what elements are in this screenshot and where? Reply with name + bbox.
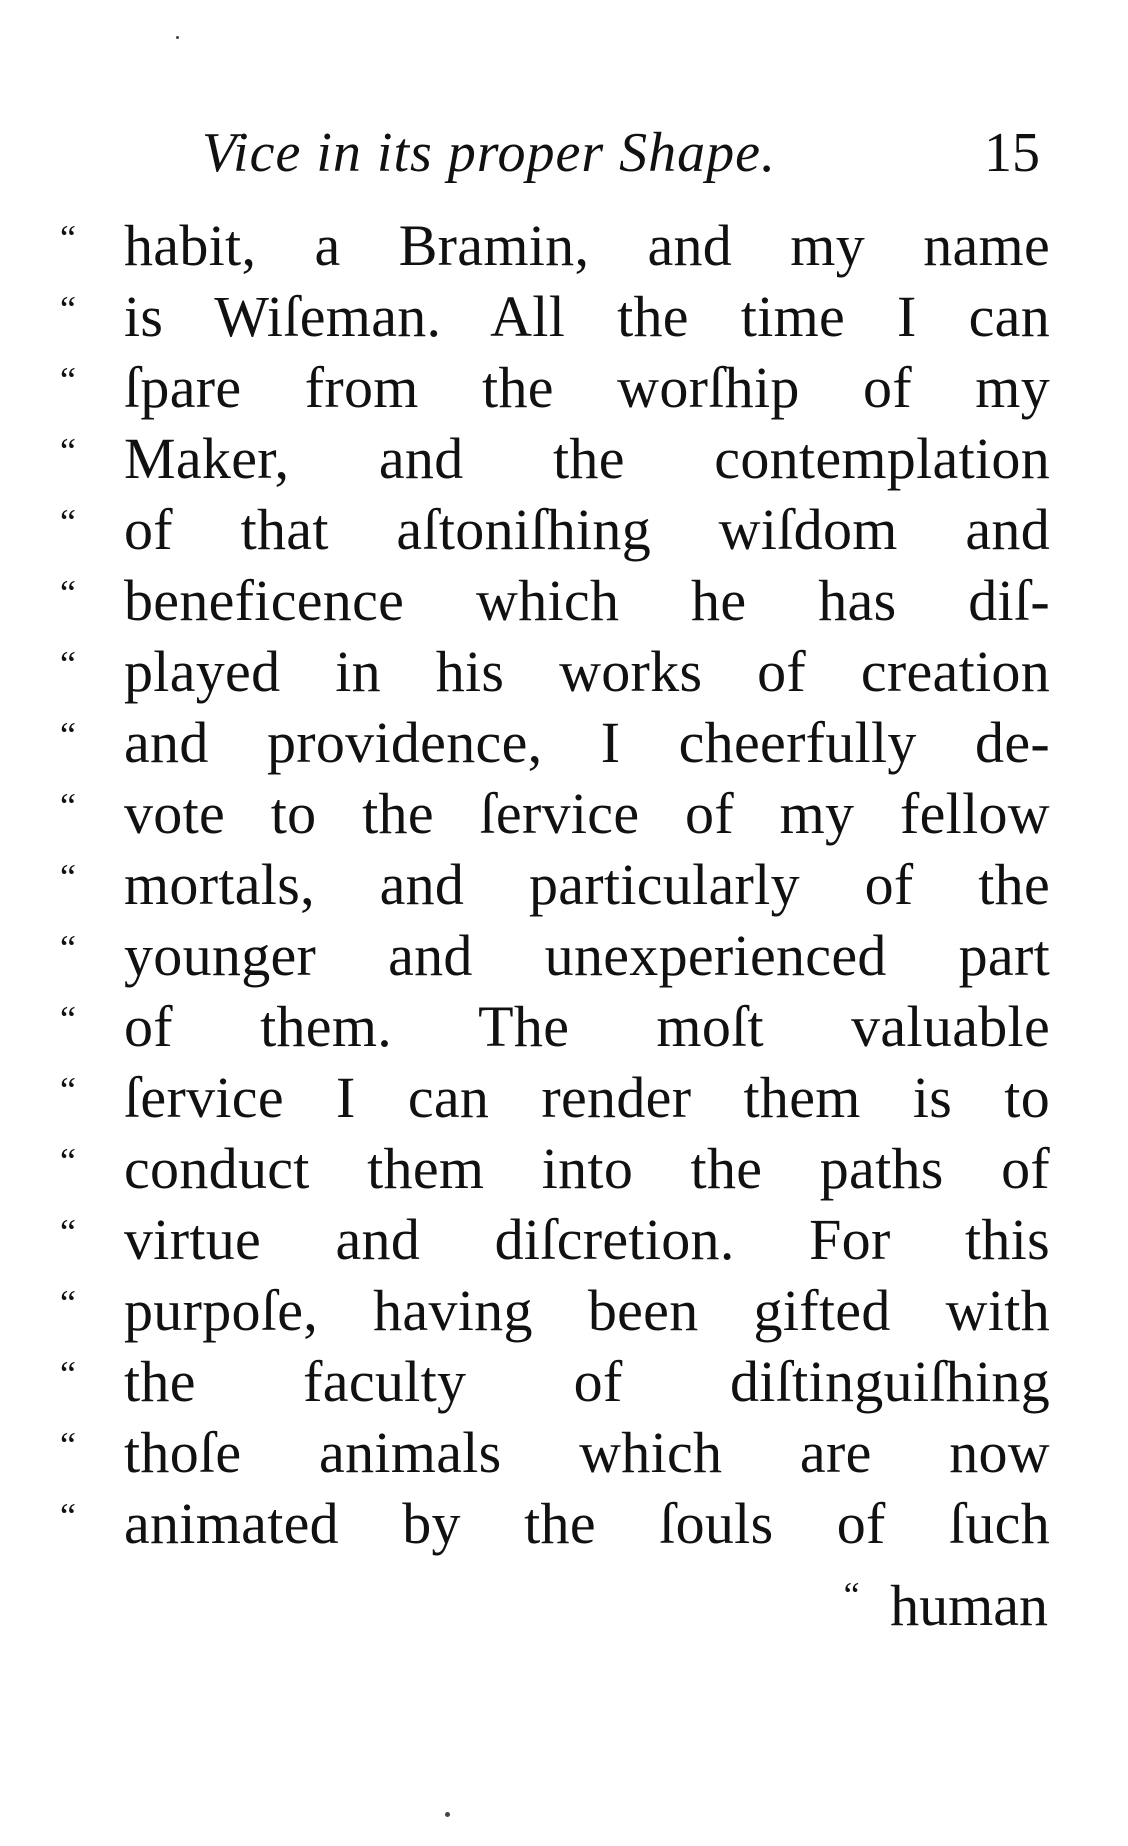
catchword [844,1560,1048,1641]
quotation-mark: “ [60,1354,76,1394]
text-line [60,1062,1050,1133]
catchword-text: human [890,1573,1048,1638]
page-header [190,118,1040,188]
line-text: virtue and diſcretion. For this [124,1207,1050,1272]
line-text: of that aſtoniſhing wiſdom and [124,497,1050,562]
text-line [60,1204,1050,1275]
line-text: animated by the ſouls of ſuch [124,1491,1050,1556]
page-number: 15 [984,122,1040,184]
line-text: mortals, and particularly of the [124,852,1050,917]
line-text: Maker, and the contemplation [124,426,1050,491]
line-text: ſpare from the worſhip of my [124,355,1050,420]
text-line [60,707,1050,778]
text-line [60,352,1050,423]
quotation-mark: “ [60,786,76,826]
quotation-mark: “ [60,715,76,755]
line-text: habit, a Bramin, and my name [124,213,1050,278]
quotation-mark: “ [60,1070,76,1110]
quotation-mark: “ [60,218,76,258]
text-line [60,636,1050,707]
quotation-mark: “ [60,289,76,329]
quotation-mark: “ [60,1496,76,1536]
line-text: vote to the ſervice of my fellow [124,781,1050,846]
print-speck [445,1812,450,1817]
text-line [60,1346,1050,1417]
line-text: purpoſe, having been gifted with [124,1278,1050,1343]
line-text: conduct them into the paths of [124,1136,1050,1201]
text-line [60,1488,1050,1559]
line-text: is Wiſeman. All the time I can [124,284,1050,349]
text-line [60,778,1050,849]
quotation-mark: “ [60,1141,76,1181]
text-line [60,1417,1050,1488]
text-line [60,1275,1050,1346]
quotation-mark: “ [60,1212,76,1252]
quotation-mark: “ [60,999,76,1039]
text-line [60,920,1050,991]
quotation-mark: “ [60,1283,76,1323]
quotation-mark: “ [60,1425,76,1465]
line-text: younger and unexperienced part [124,923,1050,988]
line-text: and providence, I cheerfully de- [124,710,1050,775]
quotation-mark: “ [60,360,76,400]
text-line [60,991,1050,1062]
text-line [60,210,1050,281]
line-text: thoſe animals which are now [124,1420,1050,1485]
body-text [60,210,1050,1559]
running-title: Vice in its proper Shape. [202,122,777,184]
text-line [60,494,1050,565]
line-text: played in his works of creation [124,639,1050,704]
text-line [60,1133,1050,1204]
quotation-mark: “ [60,928,76,968]
quotation-mark: “ [60,644,76,684]
text-line [60,565,1050,636]
text-line [60,849,1050,920]
text-line [60,423,1050,494]
line-text: of them. The moſt valuable [124,994,1050,1059]
quotation-mark: “ [60,431,76,471]
catchword-quotation-mark: “ [843,1575,860,1615]
print-speck [176,36,179,39]
line-text: the faculty of diſtinguiſhing [124,1349,1050,1414]
quotation-mark: “ [60,573,76,613]
text-line [60,281,1050,352]
quotation-mark: “ [60,502,76,542]
line-text: beneficence which he has diſ- [124,568,1050,633]
quotation-mark: “ [60,857,76,897]
line-text: ſervice I can render them is to [124,1065,1050,1130]
